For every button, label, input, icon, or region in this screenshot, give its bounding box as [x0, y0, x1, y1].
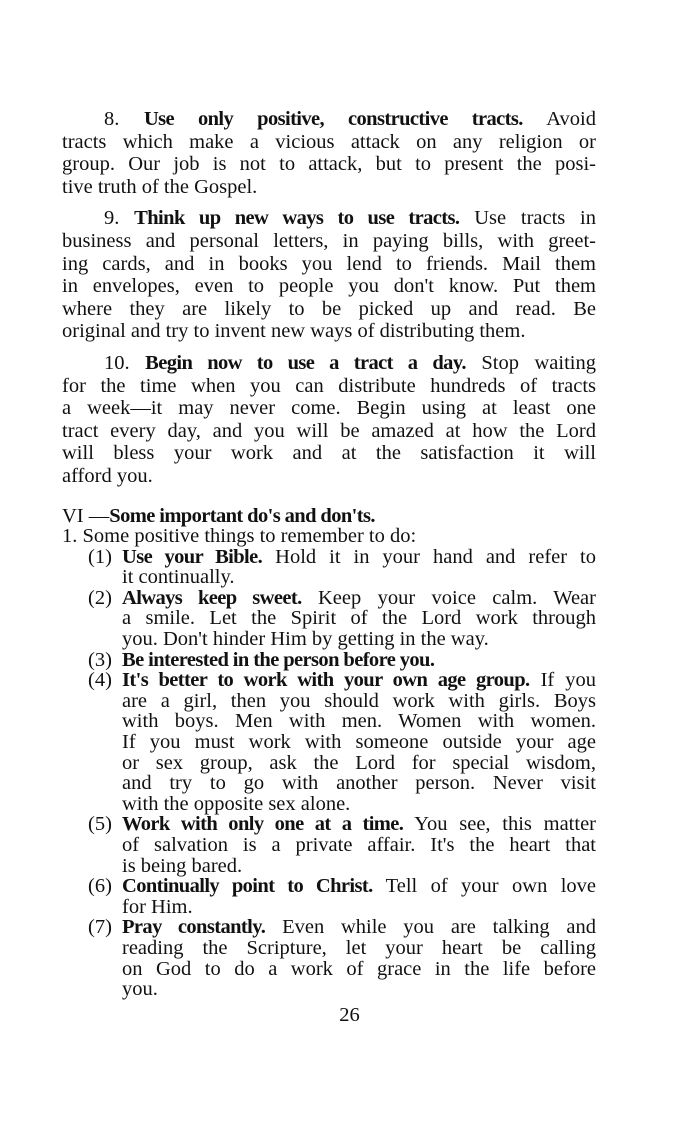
text-line [122, 938, 596, 959]
body-text: Stop waiting [465, 351, 596, 374]
text-line [122, 547, 596, 568]
text-line [62, 108, 596, 131]
text-line [122, 897, 596, 918]
bold-lead-text: Use your Bible. [122, 545, 263, 568]
item-list [62, 547, 596, 1000]
numbered-paragraph [62, 108, 596, 198]
text-line [122, 753, 596, 774]
body-text: Keep your voice calm. Wear [301, 586, 596, 609]
body-text: group. Our job is not to attack, but to present the posi- [62, 153, 596, 176]
numbered-paragraph [62, 207, 596, 343]
body-text: with boys. Men with men. Women with women. [122, 710, 596, 733]
text-line [62, 207, 596, 230]
text-line [122, 691, 596, 712]
text-line [122, 856, 596, 877]
page-number: 26 [339, 1004, 360, 1026]
body-text: Avoid [522, 108, 596, 130]
text-line [122, 917, 596, 938]
item-number: (4) [88, 669, 112, 692]
text-line [122, 814, 596, 835]
body-text: a week—it may never come. Begin using at least one [62, 397, 596, 420]
bold-lead-text: Be interested in the person before you. [122, 648, 435, 671]
text-line [122, 650, 596, 671]
bold-lead-text: Begin now to use a tract a day. [145, 351, 466, 374]
list-item [62, 588, 596, 650]
item-number: (6) [88, 875, 112, 898]
body-text: and try to go with another person. Never visit [122, 772, 596, 795]
body-text: you. Don't hinder Him by getting in the way. [122, 628, 489, 651]
body-text: for Him. [122, 895, 193, 918]
text-line [62, 420, 596, 443]
text-line [122, 629, 596, 650]
body-text: Use tracts in [459, 207, 596, 230]
list-intro: 1. Some positive things to remember to do: [62, 525, 417, 548]
dos-and-donts-section [62, 506, 596, 1000]
item-number: (3) [88, 648, 112, 671]
text-line [122, 876, 596, 897]
body-text: Even while you are talking and [265, 916, 596, 939]
text-line [122, 670, 596, 691]
text-line [62, 176, 596, 199]
body-text: or sex group, ask the Lord for special wisdom, [122, 751, 596, 774]
body-text: You see, this matter [403, 813, 596, 836]
body-text: are a girl, then you should work with girls. Boys [122, 689, 596, 712]
numbered-paragraph [62, 352, 596, 488]
body-text: tive truth of the Gospel. [62, 175, 258, 198]
body-text: 8. [104, 108, 144, 130]
body-text: you. [122, 978, 158, 1001]
text-line [122, 979, 596, 1000]
body-text: afford you. [62, 464, 153, 487]
text-line [62, 253, 596, 276]
body-text: a smile. Let the Spirit of the Lord work through [122, 607, 596, 630]
bold-lead-text: Some important do's and don'ts. [109, 504, 375, 527]
body-text: in envelopes, even to people you don't know. Put them [62, 275, 596, 298]
list-item [62, 917, 596, 999]
item-number: (2) [88, 586, 112, 609]
body-text: 9. [104, 207, 135, 230]
section-heading [62, 506, 596, 527]
body-text: will bless your work and at the satisfaction it will [62, 442, 596, 465]
text-line [122, 711, 596, 732]
text-line [122, 794, 596, 815]
page-body [62, 108, 596, 1000]
body-text: tract every day, and you will be amazed at how the Lord [62, 419, 596, 442]
text-line [122, 732, 596, 753]
body-text: ing cards, and in books you lend to friends. Mail them [62, 252, 596, 275]
list-item [62, 814, 596, 876]
body-text: of salvation is a private affair. It's the heart that [122, 834, 596, 856]
text-line [62, 298, 596, 321]
bold-lead-text: It's better to work with your own age group. [122, 669, 530, 692]
text-line [122, 959, 596, 980]
body-text: tracts which make a vicious attack on any religion or [62, 130, 596, 153]
body-text: business and personal letters, in paying bills, with greet- [62, 229, 596, 252]
body-text: on God to do a work of grace in the life before [122, 957, 596, 980]
body-text: with the opposite sex alone. [122, 792, 351, 815]
text-line [122, 567, 596, 588]
text-line [122, 608, 596, 629]
text-line [62, 442, 596, 465]
list-item [62, 650, 596, 671]
body-text: for the time when you can distribute hundreds of tracts [62, 374, 596, 397]
body-text: original and try to invent new ways of distributing them. [62, 320, 526, 343]
list-item [62, 670, 596, 814]
text-line [62, 397, 596, 420]
body-text: Hold it in your hand and refer to [262, 545, 597, 568]
body-text: reading the Scripture, let your heart be calling [122, 936, 596, 959]
body-text: it continually. [122, 566, 235, 589]
item-number: (7) [88, 916, 112, 939]
text-line [62, 465, 596, 488]
text-line [62, 352, 596, 375]
body-text: is being bared. [122, 854, 243, 877]
body-text: If you must work with someone outside your age [122, 731, 596, 754]
text-line [62, 275, 596, 298]
text-line [122, 835, 596, 856]
text-line [62, 131, 596, 154]
bold-lead-text: Always keep sweet. [122, 586, 302, 609]
text-line [62, 153, 596, 176]
item-number: (5) [88, 813, 112, 836]
body-text: 10. [104, 351, 146, 374]
text-line [62, 320, 596, 343]
bold-lead-text: Work with only one at a time. [122, 813, 404, 836]
list-item [62, 876, 596, 917]
body-text: VI — [62, 504, 110, 527]
text-line [62, 375, 596, 398]
text-line [122, 773, 596, 794]
body-text: where they are likely to be picked up and read. Be [62, 297, 596, 320]
list-item [62, 547, 596, 588]
text-line [122, 588, 596, 609]
body-text: Tell of your own love [372, 875, 596, 898]
item-number: (1) [88, 545, 112, 568]
tract-tips-section [62, 108, 596, 488]
bold-lead-text: Think up new ways to use tracts. [134, 207, 460, 230]
bold-lead-text: Pray constantly. [122, 916, 266, 939]
body-text: If you [529, 669, 597, 692]
text-line [62, 230, 596, 253]
bold-lead-text: Use only positive, constructive tracts. [143, 108, 523, 130]
bold-lead-text: Continually point to Christ. [122, 875, 373, 898]
